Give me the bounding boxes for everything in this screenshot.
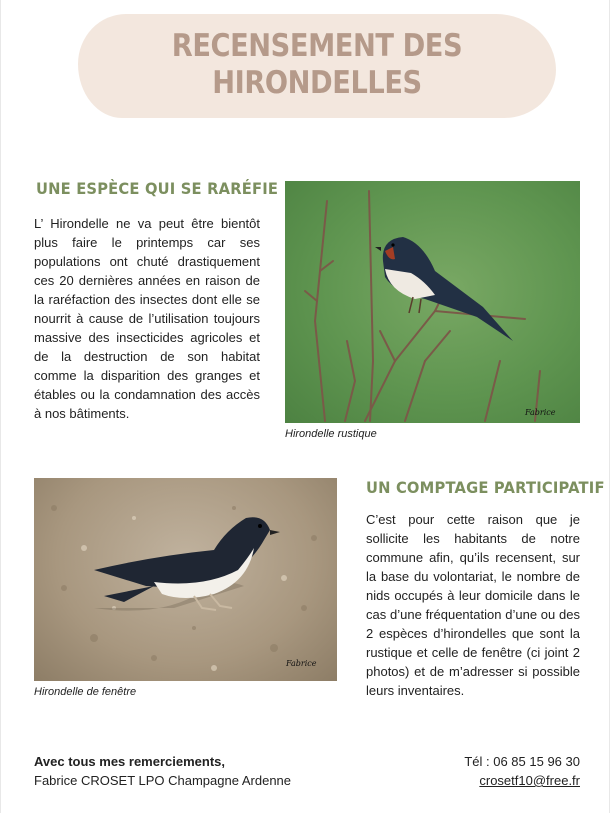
house-martin-caption: Hirondelle de fenêtre bbox=[34, 686, 137, 698]
section2-heading: UN COMPTAGE PARTICIPATIF bbox=[366, 478, 605, 497]
title-line-1: RECENSEMENT DES bbox=[171, 28, 463, 64]
page-title bbox=[107, 28, 528, 102]
section1-heading: UNE ESPÈCE QUI SE RARÉFIE bbox=[36, 179, 279, 198]
email-link[interactable]: crosetf10@free.fr bbox=[479, 773, 580, 788]
house-martin-illustration bbox=[34, 478, 337, 681]
author-line: Fabrice CROSET LPO Champagne Ardenne bbox=[34, 773, 292, 788]
barn-swallow-photo bbox=[285, 181, 580, 423]
title-line-2: HIRONDELLES bbox=[212, 65, 422, 101]
house-martin-photo bbox=[34, 478, 337, 681]
barn-swallow-caption: Hirondelle rustique bbox=[285, 428, 377, 440]
section1-text: L’ Hirondelle ne va peut être bientôt plus faire le printemps car ses populations ont chuté drastiquement ces 20 dernières années en raison de la raréfaction des insectes dont elle se nourrit à cause de l’utilisation toujours massive des insecticides agricoles et de la destruction de son habitat comme la disparition des granges et étables ou la condamnation des accès à nos bâtiments. bbox=[34, 216, 260, 421]
svg-text:Fabrice: Fabrice bbox=[525, 408, 556, 417]
barn-swallow-illustration bbox=[285, 181, 580, 423]
section2-text: C’est pour cette raison que je sollicite les habitants de notre commune afin, qu’ils recensent, sur la base du volontariat, le nombre de nids occupés à leur domicile dans le cas d’une fréquentation d’une ou des 2 espèces d’hirondelles que sont la rustique et celle de fenêtre (ci joint 2 photos) et de m’adresser si possible leurs inventaires. bbox=[366, 512, 580, 698]
phone-number: Tél : 06 85 15 96 30 bbox=[464, 754, 580, 769]
thanks-line: Avec tous mes remerciements, bbox=[34, 754, 226, 769]
svg-text:Fabrice: Fabrice bbox=[286, 659, 317, 668]
